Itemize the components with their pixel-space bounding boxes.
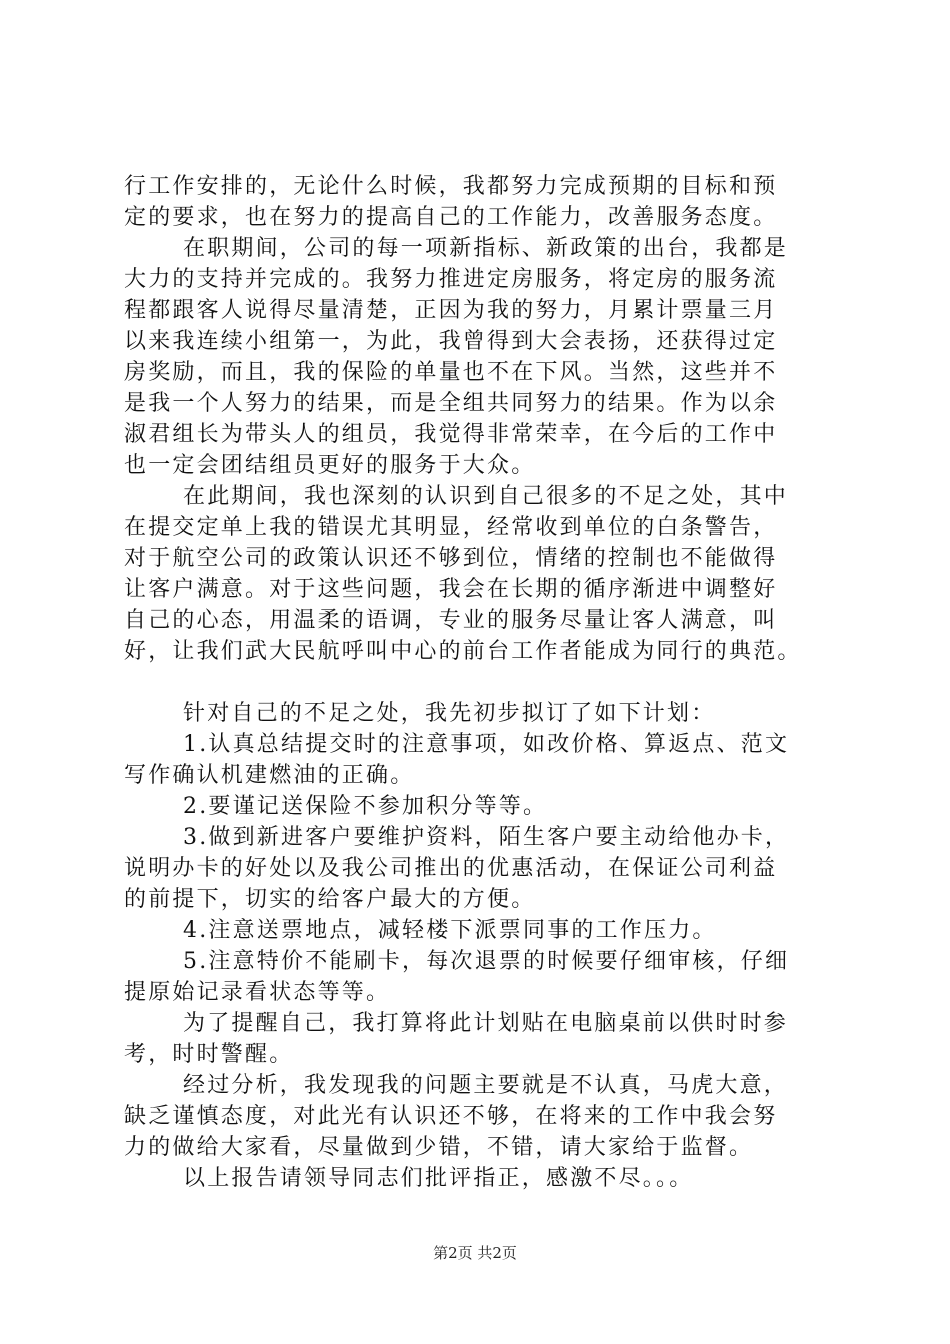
text-line: 大力的支持并完成的。我努力推进定房服务，将定房的服务流: [124, 267, 778, 292]
text-line: 以来我连续小组第一，为此，我曾得到大会表扬，还获得过定: [124, 329, 778, 354]
text-line: 1.认真总结提交时的注意事项，如改价格、算返点、范文: [183, 732, 790, 757]
text-line: 为了提醒自己，我打算将此计划贴在电脑桌前以供时时参: [183, 1011, 789, 1036]
text-line: 经过分析，我发现我的问题主要就是不认真，马虎大意，: [183, 1073, 789, 1098]
page-footer: 第2页 共2页: [433, 1244, 517, 1262]
text-line: 房奖励，而且，我的保险的单量也不在下风。当然，这些并不: [124, 360, 778, 385]
text-line: 对于航空公司的政策认识还不够到位，情绪的控制也不能做得: [124, 546, 778, 571]
text-line: 2.要谨记送保险不参加积分等等。: [183, 794, 548, 819]
text-line: 也一定会团结组员更好的服务于大众。: [124, 453, 536, 478]
text-line: 以上报告请领导同志们批评指正，感激不尽。。。: [183, 1166, 694, 1191]
text-line: 考，时时警醒。: [124, 1042, 294, 1067]
text-line: 5.注意特价不能刷卡，每次退票的时候要仔细审核，仔细: [183, 949, 790, 974]
text-line: 让客户满意。对于这些问题，我会在长期的循序渐进中调整好: [124, 577, 778, 602]
document-body: [124, 171, 836, 1194]
text-line: 说明办卡的好处以及我公司推出的优惠活动，在保证公司利益: [124, 856, 778, 881]
text-line: 是我一个人努力的结果，而是全组共同努力的结果。作为以余: [124, 391, 778, 416]
text-line: 力的做给大家看，尽量做到少错，不错，请大家给于监督。: [124, 1135, 754, 1160]
text-line: 在此期间，我也深刻的认识到自己很多的不足之处，其中: [183, 484, 789, 509]
text-line: 写作确认机建燃油的正确。: [124, 763, 415, 788]
text-line: 缺乏谨慎态度，对此光有认识还不够，在将来的工作中我会努: [124, 1104, 778, 1129]
text-line: 3.做到新进客户要维护资料，陌生客户要主动给他办卡，: [183, 825, 790, 850]
text-line: 提原始记录看状态等等。: [124, 980, 391, 1005]
text-line: 在提交定单上我的错误尤其明显，经常收到单位的白条警告，: [124, 515, 778, 540]
text-line: 针对自己的不足之处，我先初步拟订了如下计划：: [183, 701, 716, 726]
blank-line: [124, 667, 836, 698]
text-line: 的前提下，切实的给客户最大的方便。: [124, 887, 536, 912]
text-line: 程都跟客人说得尽量清楚，正因为我的努力，月累计票量三月: [124, 298, 778, 323]
text-line: 4.注意送票地点，减轻楼下派票同事的工作压力。: [183, 918, 717, 943]
text-line: 淑君组长为带头人的组员，我觉得非常荣幸，在今后的工作中: [124, 422, 778, 447]
text-line: 在职期间，公司的每一项新指标、新政策的出台，我都是: [183, 236, 789, 261]
text-line: 自己的心态，用温柔的语调，专业的服务尽量让客人满意，叫: [124, 608, 778, 633]
text-line: 行工作安排的，无论什么时候，我都努力完成预期的目标和预: [124, 174, 778, 199]
text-line: 好，让我们武大民航呼叫中心的前台工作者能成为同行的典范。: [124, 639, 802, 664]
text-line: 定的要求，也在努力的提高自己的工作能力，改善服务态度。: [124, 205, 778, 230]
